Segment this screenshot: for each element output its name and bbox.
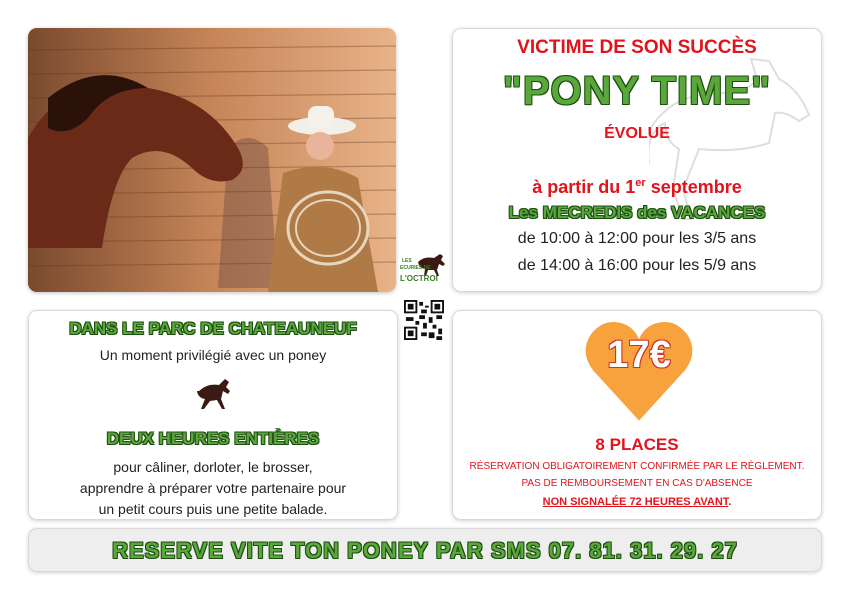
places-count: 8 PLACES [595,435,679,454]
notice-note: NON SIGNALÉE 72 HEURES AVANT. [542,496,732,508]
pony-silhouette-icon [193,377,233,411]
schedule-slot-2: de 14:00 à 16:00 pour les 5/9 ans [517,257,757,274]
refund-note: PAS DE REMBOURSEMENT EN CAS D'ABSENCE [521,478,753,489]
qr-code-icon [404,300,444,340]
sms-banner [28,528,822,572]
sms-reservation-text: RESERVE VITE TON PONEY PAR SMS 07. 81. 31. 29. 27 [112,538,738,563]
park-subheading: Un moment privilégié avec un poney [99,347,327,363]
description-line: un petit cours puis une petite balade. [98,501,328,517]
park-info-panel [28,310,398,520]
description-line: pour câliner, dorloter, le brosser, [113,459,313,475]
logo-line-3: L'OCTROI [400,274,438,283]
success-heading: VICTIME DE SON SUCCÈS [517,37,757,58]
evolves-label: ÉVOLUE [604,125,670,142]
two-hours-heading: DEUX HEURES ENTIÈRES [106,429,320,448]
reservation-note: RÉSERVATION OBLIGATOIREMENT CONFIRMÉE PAR LE RÈGLEMENT. [469,461,805,472]
pony-time-title: "PONY TIME" [502,69,772,113]
schedule-slot-1: de 10:00 à 12:00 pour les 3/5 ans [517,230,757,247]
days-label: Les MECREDIS des VACANCES [508,203,766,222]
cowboy-horse-photo [28,28,396,292]
ecuries-logo [400,252,448,296]
logo-line-1: LES [402,258,412,264]
start-date: à partir du 1er septembre [532,177,742,197]
activity-description [29,457,397,520]
description-line: apprendre à préparer votre partenaire pour [79,480,347,496]
logo-line-2: ECURIES DE [400,265,431,271]
pony-time-panel [452,28,822,292]
park-heading: DANS LE PARC DE CHATEAUNEUF [69,319,357,338]
price-label: 17€ [607,334,671,376]
